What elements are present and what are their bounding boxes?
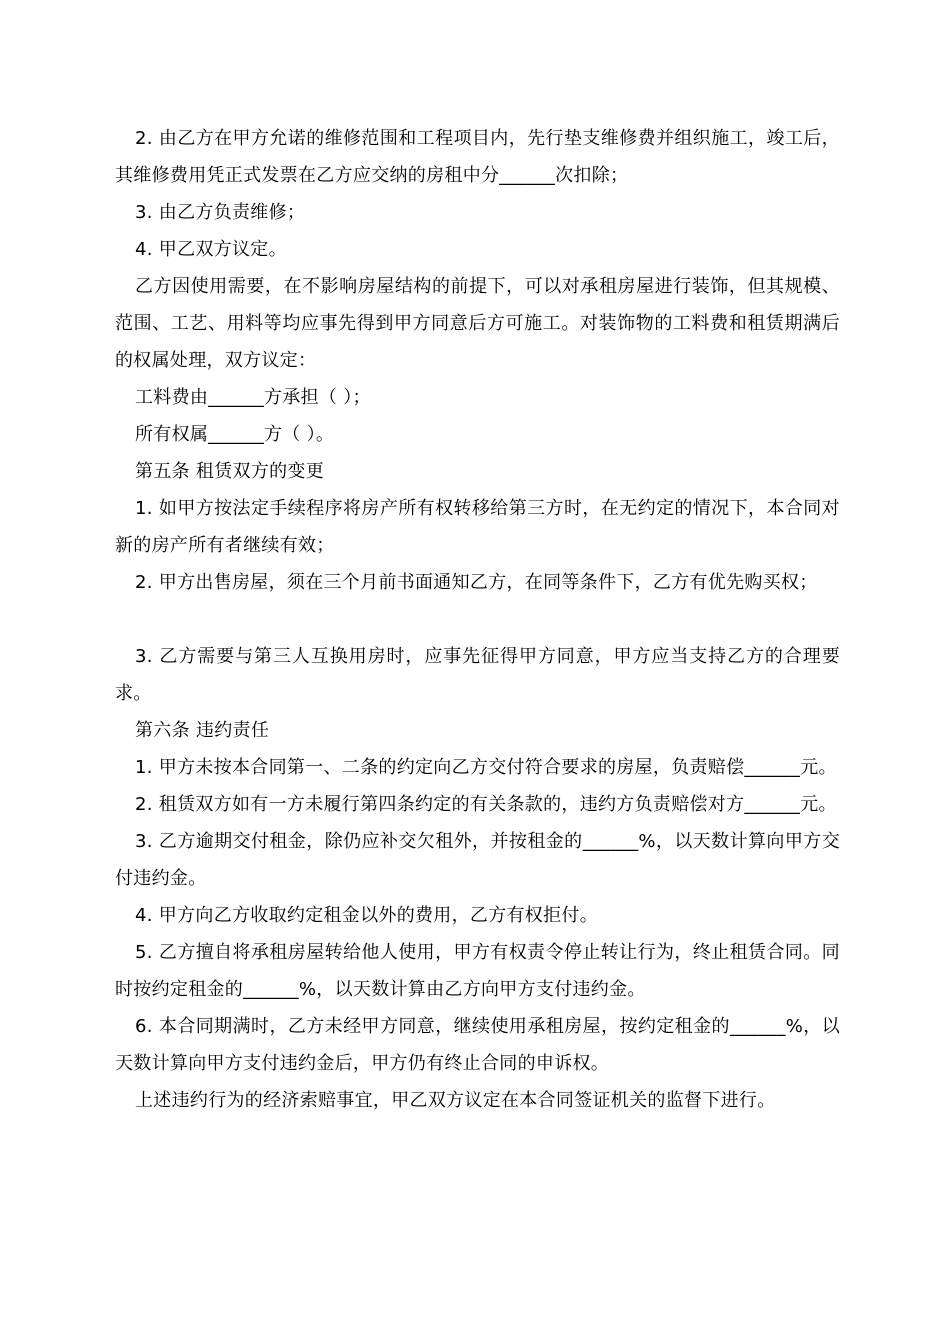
article-6-item-6: 6. 本合同期满时，乙方未经甲方同意，继续使用承租房屋，按约定租金的______%，以天数计算向甲方支付违约金后，甲方仍有终止合同的申诉权。 xyxy=(115,1016,840,1074)
clause-item-2-repair-advance: 2. 由乙方在甲方允诺的维修范围和工程项目内，先行垫支维修费并组织施工，竣工后，其维修费用凭正式发票在乙方应交纳的房租中分______次扣除； xyxy=(115,128,840,186)
article-6-heading: 第六条 违约责任 xyxy=(135,720,270,741)
article-6-item-3: 3. 乙方逾期交付租金，除仍应补交欠租外，并按租金的______%，以天数计算向甲方交付违约金。 xyxy=(115,831,840,889)
article-5-item-1: 1. 如甲方按法定手续程序将房产所有权转移给第三方时，在无约定的情况下，本合同对新的房产所有者继续有效； xyxy=(115,498,840,556)
material-cost-line: 工料费由______方承担（ ）； xyxy=(135,387,371,408)
closing-paragraph: 上述违约行为的经济索赔事宜，甲乙双方议定在本合同签证机关的监督下进行。 xyxy=(135,1090,776,1111)
article-5-item-2: 2. 甲方出售房屋，须在三个月前书面通知乙方，在同等条件下，乙方有优先购买权； xyxy=(135,572,818,593)
article-5-heading: 第五条 租赁双方的变更 xyxy=(135,461,325,482)
clause-item-3-tenant-repair: 3. 由乙方负责维修； xyxy=(135,202,306,223)
decoration-paragraph: 乙方因使用需要，在不影响房屋结构的前提下，可以对承租房屋进行装饰，但其规模、范围、工艺、用料等均应事先得到甲方同意后方可施工。对装饰物的工料费和租赁期满后的权属处理，双方议定： xyxy=(115,276,840,371)
article-6-item-5: 5. 乙方擅自将承租房屋转给他人使用，甲方有权责令停止转让行为，终止租赁合同。同时按约定租金的______%，以天数计算由乙方向甲方支付违约金。 xyxy=(115,942,840,1000)
article-6-item-4: 4. 甲方向乙方收取约定租金以外的费用，乙方有权拒付。 xyxy=(135,905,598,926)
document-body xyxy=(115,120,840,1119)
blank-line xyxy=(115,601,840,638)
article-5-item-3: 3. 乙方需要与第三人互换用房时，应事先征得甲方同意，甲方应当支持乙方的合理要求。 xyxy=(115,646,840,704)
ownership-line: 所有权属______方（ ）。 xyxy=(135,424,335,445)
article-6-item-2: 2. 租赁双方如有一方未履行第四条约定的有关条款的，违约方负责赔偿对方______元。 xyxy=(135,794,837,815)
clause-item-4-mutual-agreement: 4. 甲乙双方议定。 xyxy=(135,239,287,260)
article-6-item-1: 1. 甲方未按本合同第一、二条的约定向乙方交付符合要求的房屋，负责赔偿______元。 xyxy=(135,757,837,778)
